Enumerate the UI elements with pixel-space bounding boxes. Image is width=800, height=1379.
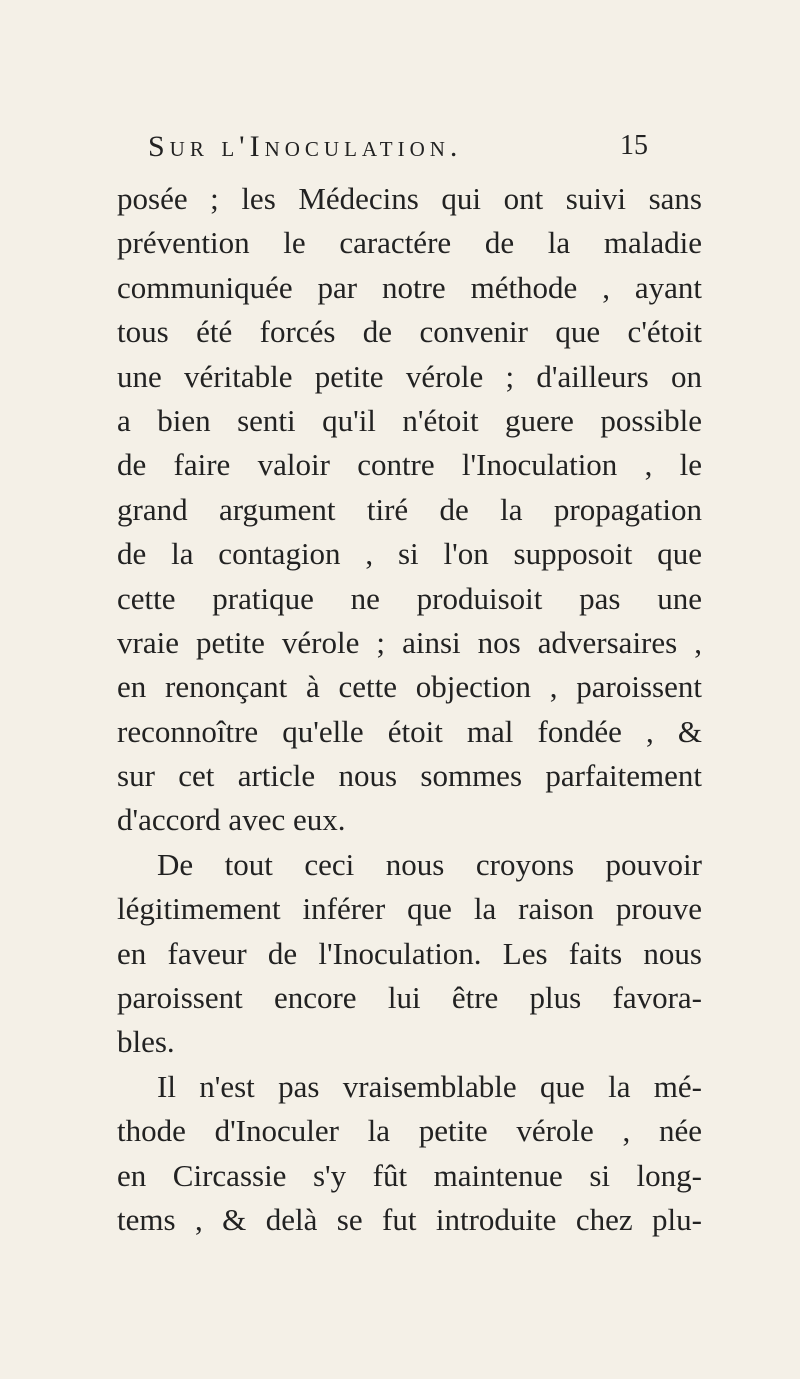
text-line: reconnoître qu'elle étoit mal fondée , & [117, 713, 702, 749]
text-line: d'accord avec eux. [117, 802, 346, 838]
text-line: en Circassie s'y fût maintenue si long- [117, 1157, 702, 1193]
text-line: vraie petite vérole ; ainsi nos adversaires , [117, 624, 702, 660]
running-head: Sur l'Inoculation. [148, 130, 463, 163]
text-line: tous été forcés de convenir que c'étoit [117, 314, 702, 350]
text-line: communiquée par notre méthode , ayant [117, 269, 702, 305]
text-line: Il n'est pas vraisemblable que la mé- [157, 1068, 702, 1104]
text-line: en renonçant à cette objection , paroissent [117, 669, 702, 705]
body-text [117, 177, 702, 1242]
text-line: a bien senti qu'il n'étoit guere possible [117, 402, 702, 438]
text-line: une véritable petite vérole ; d'ailleurs on [117, 358, 702, 394]
page-header [148, 130, 648, 170]
text-line: De tout ceci nous croyons pouvoir [157, 846, 702, 882]
text-line: bles. [117, 1024, 175, 1060]
text-line: sur cet article nous sommes parfaitement [117, 758, 702, 794]
text-line: thode d'Inoculer la petite vérole , née [117, 1113, 702, 1149]
text-line: de faire valoir contre l'Inoculation , le [117, 447, 702, 483]
text-line: tems , & delà se fut introduite chez plu- [117, 1201, 702, 1237]
page-number: 15 [620, 130, 648, 161]
text-line: en faveur de l'Inoculation. Les faits nous [117, 935, 702, 971]
text-line: grand argument tiré de la propagation [117, 491, 702, 527]
text-line: cette pratique ne produisoit pas une [117, 580, 702, 616]
text-line: posée ; les Médecins qui ont suivi sans [117, 181, 702, 216]
text-line: légitimement inférer que la raison prouve [117, 891, 702, 927]
text-line: prévention le caractére de la maladie [117, 225, 702, 261]
text-line: de la contagion , si l'on supposoit que [117, 536, 702, 572]
text-line: paroissent encore lui être plus favora- [117, 980, 702, 1016]
